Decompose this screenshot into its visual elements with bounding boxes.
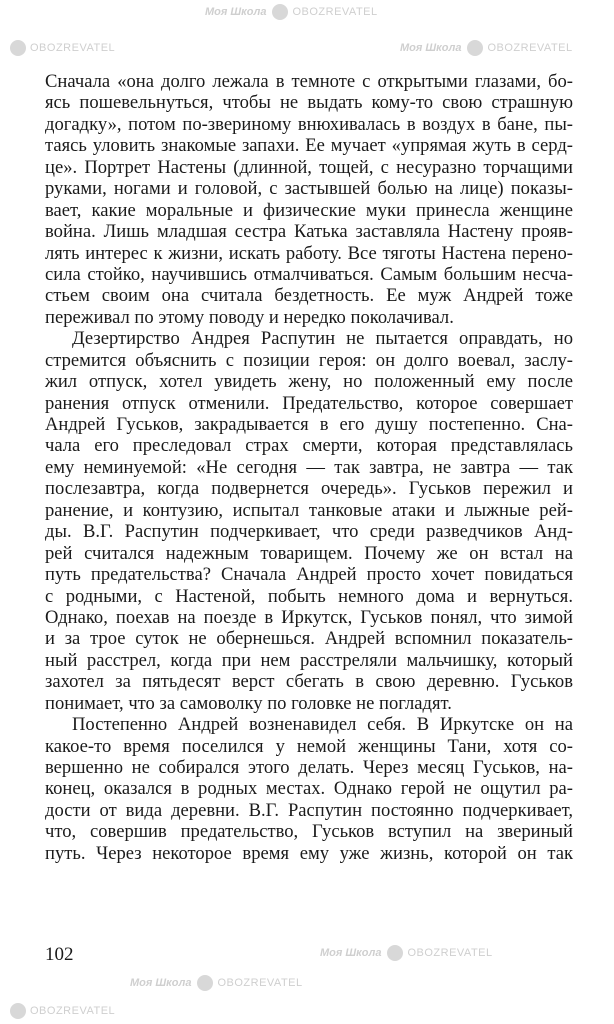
- text-line: путь. Через некоторое время ему уже жизнь, которой он так: [45, 842, 573, 864]
- text-line: путь предательства? Сначала Андрей просто хочет повидаться: [45, 564, 573, 586]
- watermark-brand: OBOZREVATEL: [407, 947, 493, 959]
- watermark-logo-icon: [197, 975, 213, 991]
- text-line: послезавтра, когда подвернется очередь». Гуськов пережил и: [45, 478, 573, 500]
- watermark-brand: OBOZREVATEL: [217, 977, 303, 989]
- text-line: руками, ногами и головой, с застывшей болью на лице) показы-: [45, 178, 573, 200]
- watermark-logo-icon: [467, 40, 483, 56]
- watermark-brand: OBOZREVATEL: [30, 42, 116, 54]
- text-line: ему неминуемой: «Не сегодня — так завтра, не завтра — так: [45, 456, 573, 478]
- text-line: це». Портрет Настены (длинной, тощей, с несуразно торчащими: [45, 156, 573, 178]
- text-line: война. Лишь младшая сестра Катька заставляла Настену прояв-: [45, 221, 573, 243]
- page-number: 102: [45, 944, 74, 965]
- watermark-school: Моя Школа: [320, 947, 382, 959]
- text-line: сила стойко, научившись отмалчиваться. Самым большим несча-: [45, 263, 573, 285]
- text-line: Дезертирство Андрея Распутин не пытается оправдать, но: [72, 328, 573, 350]
- watermark: [400, 40, 573, 56]
- text-line: Андрей Гуськов, закрадывается в его душу постепенно. Сна-: [45, 414, 573, 435]
- watermark-brand: OBOZREVATEL: [30, 1005, 116, 1017]
- text-line: ранение, и контузию, испытал танковые атаки и лыжные рей-: [45, 499, 573, 521]
- watermark-logo-icon: [272, 4, 288, 20]
- watermark: [10, 40, 115, 56]
- text-line: Постепенно Андрей возненавидел себя. В Иркутске он на: [72, 714, 573, 736]
- text-line: переживал по этому поводу и нередко поколачивал.: [45, 306, 454, 328]
- text-line: жил отпуск, хотел увидеть жену, но положенный ему после: [45, 371, 573, 393]
- text-line: захотел за пятьдесят верст сбегать в свою деревню. Гуськов: [45, 671, 573, 693]
- text-line: таясь уловить знакомые запахи. Ее мучает «упрямая жуть в серд-: [45, 135, 573, 157]
- text-line: догадку», потом по-звериному внюхивалась в воздух в бане, пы-: [45, 113, 573, 135]
- text-line: ды. В.Г. Распутин подчеркивает, что среди разведчиков Анд-: [45, 521, 573, 543]
- paragraph: [45, 328, 573, 714]
- text-line: Однако, поехав на поезде в Иркутск, Гуськов понял, что зимой: [45, 606, 573, 628]
- text-line: вершенно не собирался этого делать. Через месяц Гуськов, на-: [45, 757, 573, 778]
- text-line: ранения отпуск отменили. Предательство, которое совершает: [45, 392, 573, 414]
- text-line: ный расстрел, когда при нем расстреляли мальчишку, который: [45, 649, 573, 671]
- watermark-school: Моя Школа: [205, 6, 267, 18]
- watermark-school: Моя Школа: [130, 977, 192, 989]
- watermark-brand: OBOZREVATEL: [292, 6, 378, 18]
- text-line: рей считался надежным товарищем. Почему же он встал на: [45, 542, 573, 564]
- watermark: [10, 1003, 115, 1019]
- text-line: ясь пошевельнуться, чтобы не выдать кому-то свою страшную: [45, 92, 573, 114]
- text-line: что, совершив предательство, Гуськов вступил на звериный: [45, 821, 573, 843]
- watermark: [205, 4, 378, 20]
- watermark-logo-icon: [387, 945, 403, 961]
- text-line: Сначала «она долго лежала в темноте с открытыми глазами, бо-: [45, 71, 573, 92]
- watermark: [320, 945, 493, 961]
- watermark-logo-icon: [10, 40, 26, 56]
- text-line: чала его преследовал страх смерти, которая представлялась: [45, 435, 573, 457]
- text-line: вает, какие моральные и физические муки принесла женщине: [45, 199, 573, 221]
- watermark-brand: OBOZREVATEL: [487, 42, 573, 54]
- paragraph: [45, 71, 573, 328]
- text-line: понимает, что за самоволку по головке не погладят.: [45, 692, 452, 714]
- text-line: какое-то время поселился у немой женщины Тани, хотя со-: [45, 735, 573, 757]
- text-line: конец, оказался в родных местах. Однако герой не ощутил ра-: [45, 778, 573, 800]
- watermark: [130, 975, 303, 991]
- text-line: дости от вида деревни. В.Г. Распутин постоянно подчеркивает,: [45, 799, 573, 821]
- watermark-school: Моя Школа: [400, 42, 462, 54]
- text-line: стремится объяснить с позиции героя: он долго воевал, заслу-: [45, 349, 573, 371]
- watermark-logo-icon: [10, 1003, 26, 1019]
- text-line: и за трое суток не обернешься. Андрей вспомнил показатель-: [45, 628, 573, 650]
- paragraph: [45, 714, 573, 864]
- text-line: лять интерес к жизни, искать работу. Все тяготы Настена перено-: [45, 242, 573, 264]
- page-text: [45, 71, 573, 864]
- text-line: стьем своим она считала бездетность. Ее муж Андрей тоже: [45, 285, 573, 307]
- text-line: с родными, с Настеной, побыть немного дома и вернуться.: [45, 585, 573, 607]
